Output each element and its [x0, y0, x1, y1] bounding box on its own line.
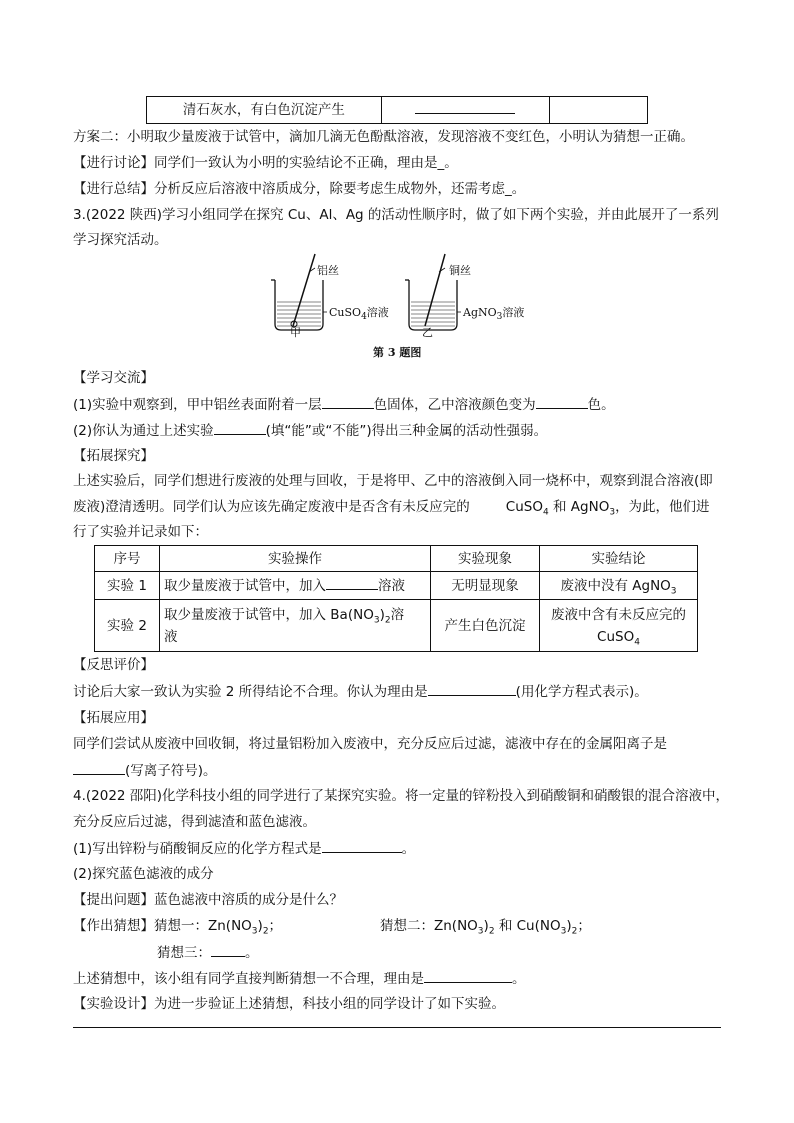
label-yi: 乙 — [422, 326, 433, 339]
q3-stem-line2: 学习探究活动。 — [73, 232, 168, 248]
label-agno3: AgNO$_3$溶液 — [463, 306, 525, 323]
q4-guess3: 猜想三： 。 — [157, 942, 259, 963]
apply-line2: (写离子符号)。 — [73, 760, 217, 781]
table-cell: 废液中没有 AgNO$_3$ — [540, 572, 698, 600]
reflect-line: 讨论后大家一致认为实验 2 所得结论不合理。你认为理由是 (用化学方程式表示)。 — [73, 681, 648, 702]
figure-caption: 第 3 题图 — [373, 346, 422, 359]
label-cu-wire: 铜丝 — [449, 264, 471, 277]
table-cell: 实验 1 — [95, 572, 160, 600]
q4-guess-line: 【作出猜想】猜想一：$Zn(NO_3)_2$； — [73, 918, 283, 937]
discussion: 【进行讨论】同学们一致认为小明的实验结论不正确，理由是_。 — [73, 155, 458, 171]
table-cell: 取少量废液于试管中，加入 溶液 — [160, 572, 431, 600]
extend-heading: 【拓展探究】 — [73, 448, 154, 464]
top-table-fragment — [146, 96, 648, 124]
experiment-table — [94, 545, 698, 652]
table-cell: 无明显现象 — [431, 572, 540, 600]
top-table-cell: 清石灰水，有白色沉淀产生 — [147, 97, 382, 124]
summary: 【进行总结】分析反应后溶液中溶质成分，除要考虑生成物外，还需考虑_。 — [73, 181, 526, 197]
q3-sub2: (2)你认为通过上述实验 (填“能”或“不能”)得出三种金属的活动性强弱。 — [73, 420, 547, 441]
q4-question: 【提出问题】蓝色滤液中溶质的成分是什么？ — [73, 892, 343, 908]
table-cell: 废液中含有未反应完的 CuSO$_4$ — [540, 600, 698, 652]
label-jia: 甲 — [290, 326, 301, 339]
apply-line1: 同学们尝试从废液中回收铜，将过量铝粉加入废液中，充分反应后过滤，滤液中存在的金属阳离子是 — [73, 736, 667, 752]
extend-line1: 上述实验后，同学们想进行废液的处理与回收，于是将甲、乙中的溶液倒入同一烧杯中，观察到混合溶液(即 — [73, 473, 713, 489]
table-cell: 实验 2 — [95, 600, 160, 652]
label-al-wire: 铝丝 — [317, 264, 339, 277]
q4-stem-line1: 4.(2022 邵阳)化学科技小组的同学进行了某探究实验。将一定量的锌粉投入到硝酸铜和硝酸银的混合溶液中， — [73, 788, 730, 804]
table-header: 实验操作 — [160, 546, 431, 572]
label-cuso4: CuSO$_4$溶液 — [329, 306, 389, 323]
q4-sub2: (2)探究蓝色滤液的成分 — [73, 866, 214, 882]
q4-sub1: (1)写出锌粉与硝酸铜反应的化学方程式是 。 — [73, 838, 415, 859]
footer-divider — [73, 1027, 721, 1028]
q4-guess2: 猜想二：$Zn(NO_3)_2$ 和 $Cu(NO_3)_2$； — [380, 918, 591, 937]
apply-heading: 【拓展应用】 — [73, 710, 154, 726]
q3-figure — [265, 252, 535, 362]
exchange-heading: 【学习交流】 — [73, 370, 154, 386]
q4-judge: 上述猜想中，该小组有同学直接判断猜想一不合理，理由是 。 — [73, 968, 526, 989]
extend-line3: 行了实验并记录如下： — [73, 524, 208, 540]
table-header: 序号 — [95, 546, 160, 572]
q4-stem-line2: 充分反应后过滤，得到滤渣和蓝色滤液。 — [73, 814, 316, 830]
table-cell: 产生白色沉淀 — [431, 600, 540, 652]
table-cell: 取少量废液于试管中，加入 $Ba(NO_3)_2$溶 液 — [160, 600, 431, 652]
q3-sub1: (1)实验中观察到，甲中铝丝表面附着一层 色固体，乙中溶液颜色变为 色。 — [73, 394, 615, 415]
q4-design: 【实验设计】为进一步验证上述猜想，科技小组的同学设计了如下实验。 — [73, 996, 505, 1012]
extend-line2: 废液)澄清透明。同学们认为应该先确定废液中是否含有未反应完的 CuSO$_4$ 和 AgNO$_3$，为此，他们进 — [73, 499, 710, 518]
beaker-diagram — [265, 252, 535, 342]
reflect-heading: 【反思评价】 — [73, 657, 154, 673]
table-header: 实验现象 — [431, 546, 540, 572]
top-table-empty-cell — [550, 97, 648, 124]
q3-stem-line1: 3.(2022 陕西)学习小组同学在探究 Cu、Al、Ag 的活动性顺序时，做了如下两个实验，并由此展开了一系列 — [73, 207, 719, 223]
top-table-blank-cell — [381, 97, 549, 124]
table-header: 实验结论 — [540, 546, 698, 572]
plan-two: 方案二：小明取少量废液于试管中，滴加几滴无色酚酞溶液，发现溶液不变红色，小明认为猜想一正确。 — [73, 129, 694, 145]
